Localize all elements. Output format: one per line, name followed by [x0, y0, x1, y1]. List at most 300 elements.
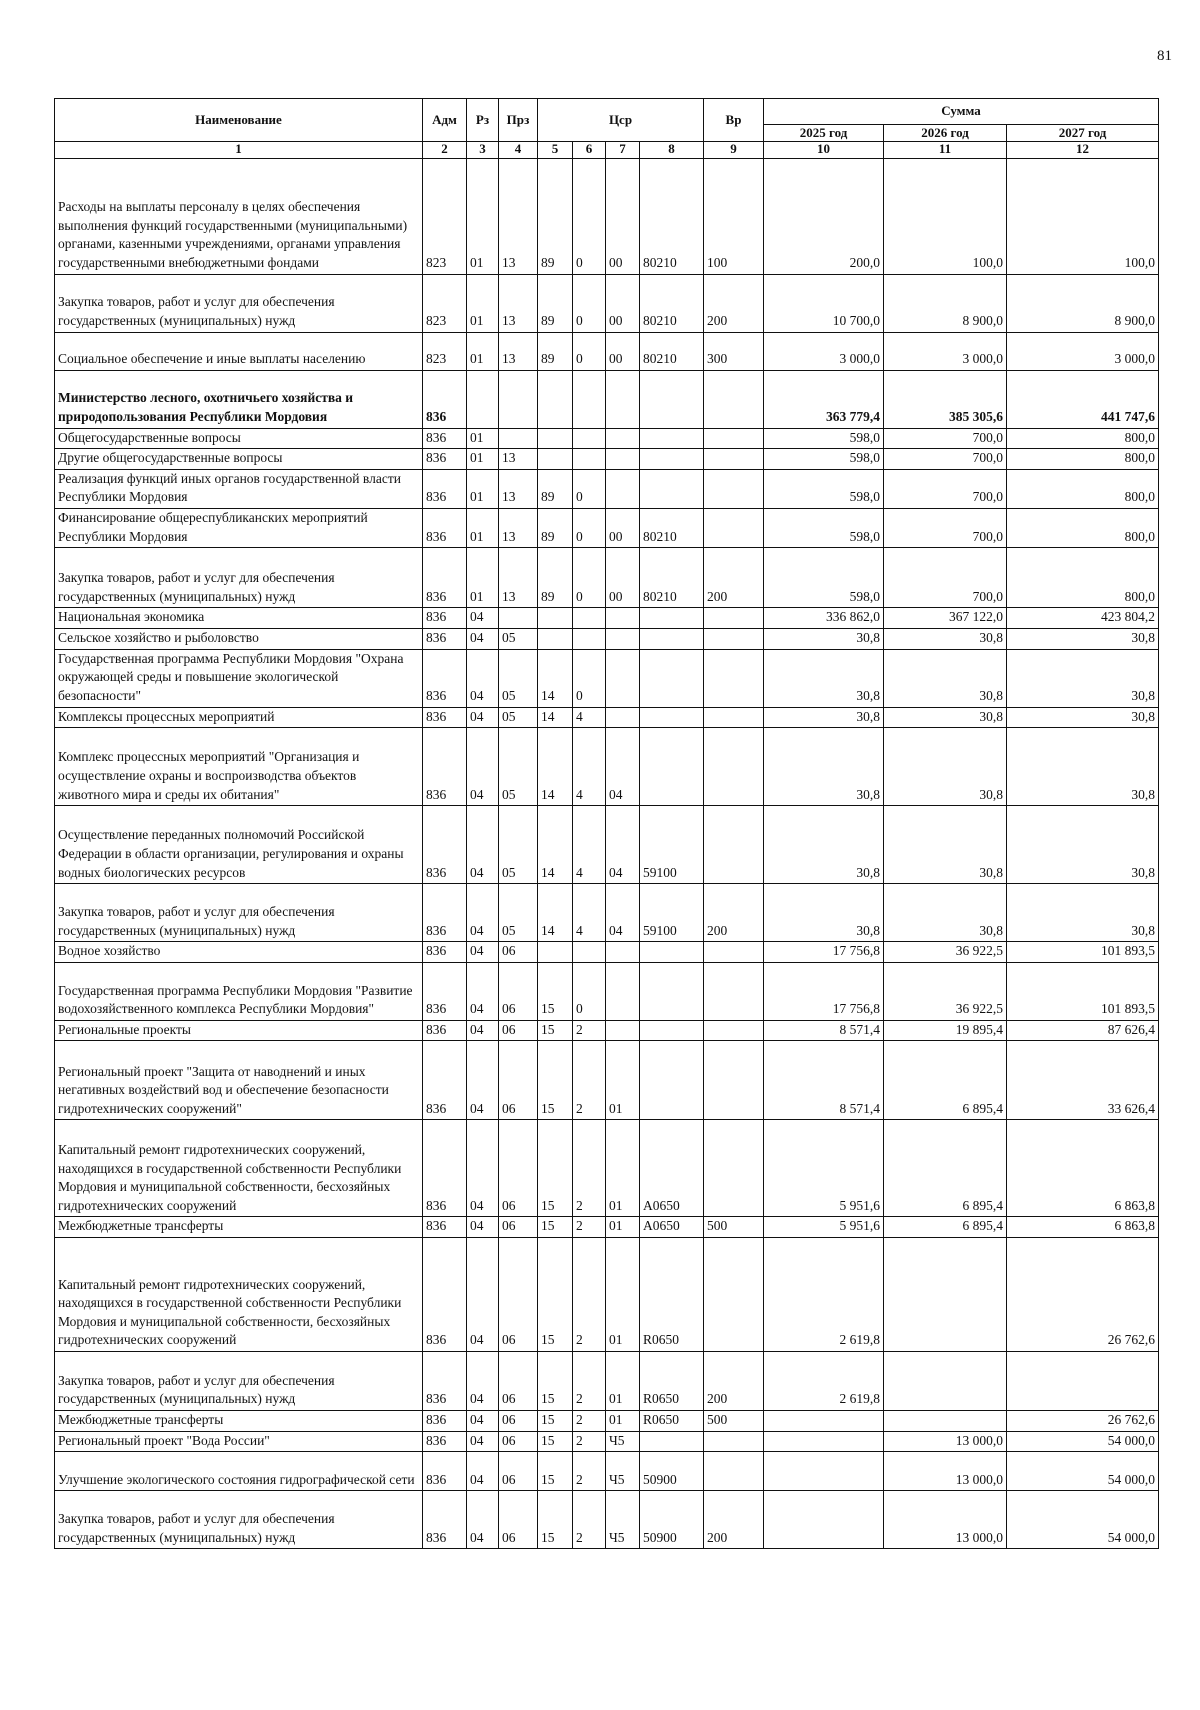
table-cell-csr-subprogram [606, 628, 640, 649]
table-cell-sum-2026: 30,8 [884, 806, 1007, 884]
column-number: 11 [884, 142, 1007, 158]
table-cell-sum-2027: 54 000,0 [1007, 1491, 1159, 1549]
table-cell-adm: 836 [423, 469, 467, 508]
table-cell-csr-direction [640, 449, 704, 470]
table-cell-rz: 04 [467, 707, 499, 728]
table-cell-prz: 06 [499, 1238, 538, 1352]
table-cell-adm: 836 [423, 449, 467, 470]
table-cell-adm: 823 [423, 274, 467, 332]
table-cell-csr-type: 2 [573, 1238, 606, 1352]
table-cell-name: Закупка товаров, работ и услуг для обеспечения государственных (муниципальных) нужд [55, 1491, 423, 1549]
table-cell-name: Министерство лесного, охотничьего хозяйства и природопользования Республики Мордовия [55, 370, 423, 428]
table-cell-csr-type: 2 [573, 1217, 606, 1238]
table-cell-sum-2027: 100,0 [1007, 158, 1159, 274]
table-cell-rz: 04 [467, 1120, 499, 1217]
table-cell-csr-subprogram [606, 608, 640, 629]
table-cell-vr: 500 [704, 1411, 764, 1432]
table-cell-sum-2027: 101 893,5 [1007, 962, 1159, 1020]
table-cell-sum-2025: 30,8 [764, 728, 884, 806]
column-number: 1 [55, 142, 423, 158]
table-cell-csr-direction [640, 428, 704, 449]
table-cell-name: Другие общегосударственные вопросы [55, 449, 423, 470]
table-row [55, 628, 1159, 649]
table-cell-csr-program [538, 608, 573, 629]
table-cell-name: Комплексы процессных мероприятий [55, 707, 423, 728]
column-number: 8 [640, 142, 704, 158]
table-cell-csr-type [573, 428, 606, 449]
table-cell-vr: 200 [704, 1491, 764, 1549]
table-cell-sum-2027: 800,0 [1007, 428, 1159, 449]
header-csr: Цср [538, 99, 704, 142]
table-cell-sum-2025: 598,0 [764, 428, 884, 449]
table-body [55, 158, 1159, 1549]
table-cell-sum-2025: 2 619,8 [764, 1352, 884, 1411]
table-cell-sum-2026: 13 000,0 [884, 1431, 1007, 1452]
table-cell-rz: 04 [467, 1491, 499, 1549]
table-cell-vr [704, 449, 764, 470]
table-cell-sum-2025: 17 756,8 [764, 962, 884, 1020]
table-cell-name: Финансирование общереспубликанских мероприятий Республики Мордовия [55, 509, 423, 548]
table-cell-csr-type: 4 [573, 806, 606, 884]
table-cell-vr [704, 728, 764, 806]
table-cell-csr-direction [640, 649, 704, 707]
table-cell-rz: 04 [467, 1352, 499, 1411]
header-name: Наименование [55, 99, 423, 142]
table-cell-prz: 06 [499, 1020, 538, 1041]
table-cell-csr-program: 89 [538, 332, 573, 370]
table-cell-prz: 06 [499, 942, 538, 963]
table-cell-prz: 06 [499, 1352, 538, 1411]
table-cell-sum-2026: 700,0 [884, 428, 1007, 449]
column-number: 10 [764, 142, 884, 158]
table-cell-rz: 01 [467, 274, 499, 332]
table-cell-sum-2026: 700,0 [884, 469, 1007, 508]
table-cell-csr-subprogram [606, 707, 640, 728]
table-cell-sum-2025: 30,8 [764, 628, 884, 649]
table-cell-rz: 04 [467, 608, 499, 629]
table-cell-adm: 836 [423, 1452, 467, 1491]
table-cell-csr-subprogram [606, 449, 640, 470]
table-cell-sum-2027: 441 747,6 [1007, 370, 1159, 428]
table-cell-sum-2027: 30,8 [1007, 649, 1159, 707]
table-row [55, 1120, 1159, 1217]
table-cell-prz: 05 [499, 628, 538, 649]
table-cell-rz: 04 [467, 1020, 499, 1041]
table-row [55, 428, 1159, 449]
table-cell-csr-type: 0 [573, 274, 606, 332]
table-cell-sum-2025: 30,8 [764, 707, 884, 728]
table-cell-csr-program: 15 [538, 962, 573, 1020]
table-cell-csr-subprogram [606, 469, 640, 508]
column-number: 7 [606, 142, 640, 158]
table-cell-csr-direction: 80210 [640, 158, 704, 274]
table-row [55, 608, 1159, 629]
table-cell-csr-type: 2 [573, 1352, 606, 1411]
header-rz: Рз [467, 99, 499, 142]
table-cell-prz: 05 [499, 649, 538, 707]
header-year-2025: 2025 год [764, 125, 884, 142]
table-cell-name: Улучшение экологического состояния гидрографической сети [55, 1452, 423, 1491]
table-cell-csr-subprogram: 04 [606, 806, 640, 884]
table-cell-csr-program: 89 [538, 158, 573, 274]
table-cell-vr: 200 [704, 1352, 764, 1411]
table-cell-sum-2026 [884, 1411, 1007, 1432]
column-number: 12 [1007, 142, 1159, 158]
table-row [55, 548, 1159, 608]
table-cell-adm: 836 [423, 942, 467, 963]
table-cell-name: Государственная программа Республики Мордовия "Развитие водохозяйственного комплекса Республики Мордовия" [55, 962, 423, 1020]
table-cell-name: Закупка товаров, работ и услуг для обеспечения государственных (муниципальных) нужд [55, 1352, 423, 1411]
table-cell-sum-2025: 598,0 [764, 548, 884, 608]
table-cell-vr: 500 [704, 1217, 764, 1238]
header-year-2027: 2027 год [1007, 125, 1159, 142]
table-cell-prz: 06 [499, 1217, 538, 1238]
table-cell-csr-direction: R0650 [640, 1352, 704, 1411]
table-cell-adm: 836 [423, 509, 467, 548]
table-row [55, 1452, 1159, 1491]
table-cell-prz: 13 [499, 274, 538, 332]
table-cell-prz: 05 [499, 806, 538, 884]
table-cell-sum-2027: 3 000,0 [1007, 332, 1159, 370]
table-cell-csr-direction: A0650 [640, 1120, 704, 1217]
table-cell-vr: 100 [704, 158, 764, 274]
table-cell-csr-program [538, 449, 573, 470]
table-cell-csr-type: 2 [573, 1411, 606, 1432]
table-cell-vr [704, 649, 764, 707]
table-cell-sum-2026: 3 000,0 [884, 332, 1007, 370]
table-cell-csr-subprogram: 01 [606, 1120, 640, 1217]
table-cell-csr-program: 15 [538, 1491, 573, 1549]
table-cell-sum-2025: 598,0 [764, 509, 884, 548]
table-cell-sum-2025: 5 951,6 [764, 1217, 884, 1238]
page-number: 81 [1157, 48, 1172, 64]
table-cell-sum-2027: 87 626,4 [1007, 1020, 1159, 1041]
table-cell-csr-subprogram: Ч5 [606, 1431, 640, 1452]
table-row [55, 274, 1159, 332]
table-cell-prz: 13 [499, 469, 538, 508]
table-cell-rz: 01 [467, 428, 499, 449]
table-row [55, 1041, 1159, 1120]
table-cell-csr-direction [640, 1041, 704, 1120]
table-cell-sum-2026: 385 305,6 [884, 370, 1007, 428]
table-cell-sum-2027: 8 900,0 [1007, 274, 1159, 332]
table-cell-vr [704, 628, 764, 649]
table-cell-rz: 04 [467, 1452, 499, 1491]
table-cell-sum-2025: 30,8 [764, 806, 884, 884]
table-cell-csr-subprogram: Ч5 [606, 1491, 640, 1549]
table-row [55, 1217, 1159, 1238]
table-cell-vr [704, 608, 764, 629]
table-cell-csr-program [538, 942, 573, 963]
table-cell-vr [704, 1120, 764, 1217]
column-number: 3 [467, 142, 499, 158]
table-cell-csr-subprogram: 04 [606, 728, 640, 806]
table-cell-prz: 06 [499, 962, 538, 1020]
table-cell-vr [704, 469, 764, 508]
table-cell-sum-2025: 598,0 [764, 449, 884, 470]
table-cell-vr [704, 962, 764, 1020]
table-row [55, 332, 1159, 370]
table-cell-sum-2027: 33 626,4 [1007, 1041, 1159, 1120]
table-cell-vr [704, 370, 764, 428]
table-cell-sum-2025: 17 756,8 [764, 942, 884, 963]
table-cell-csr-direction: 59100 [640, 806, 704, 884]
table-cell-sum-2027 [1007, 1352, 1159, 1411]
table-cell-sum-2026: 30,8 [884, 649, 1007, 707]
table-cell-name: Региональный проект "Защита от наводнений и иных негативных воздействий вод и обеспечение безопасности гидротехнических сооружений" [55, 1041, 423, 1120]
table-cell-name: Осуществление переданных полномочий Российской Федерации в области организации, регулирования и охраны водных биологических ресурсов [55, 806, 423, 884]
table-cell-adm: 836 [423, 608, 467, 629]
table-row [55, 649, 1159, 707]
table-cell-adm: 836 [423, 1238, 467, 1352]
table-cell-csr-direction: 50900 [640, 1452, 704, 1491]
table-cell-csr-subprogram: 01 [606, 1352, 640, 1411]
column-number: 2 [423, 142, 467, 158]
table-cell-name: Социальное обеспечение и иные выплаты населению [55, 332, 423, 370]
table-cell-csr-subprogram: 00 [606, 548, 640, 608]
table-cell-csr-program: 15 [538, 1120, 573, 1217]
table-cell-name: Региональный проект "Вода России" [55, 1431, 423, 1452]
table-cell-sum-2026 [884, 1352, 1007, 1411]
table-row [55, 942, 1159, 963]
table-row [55, 707, 1159, 728]
table-cell-sum-2026: 6 895,4 [884, 1041, 1007, 1120]
table-cell-sum-2025: 8 571,4 [764, 1020, 884, 1041]
table-cell-adm: 836 [423, 1411, 467, 1432]
table-row [55, 1238, 1159, 1352]
table-row [55, 158, 1159, 274]
table-cell-csr-type [573, 608, 606, 629]
table-cell-rz: 04 [467, 962, 499, 1020]
table-cell-vr [704, 1452, 764, 1491]
table-cell-sum-2027: 6 863,8 [1007, 1120, 1159, 1217]
table-cell-rz: 04 [467, 806, 499, 884]
table-cell-adm: 823 [423, 158, 467, 274]
table-cell-sum-2027: 800,0 [1007, 509, 1159, 548]
table-cell-vr: 200 [704, 884, 764, 942]
table-cell-name: Межбюджетные трансферты [55, 1217, 423, 1238]
table-cell-prz: 13 [499, 509, 538, 548]
table-cell-prz: 06 [499, 1041, 538, 1120]
table-cell-csr-type: 0 [573, 509, 606, 548]
table-cell-sum-2026: 700,0 [884, 449, 1007, 470]
table-cell-csr-program: 14 [538, 649, 573, 707]
table-cell-name: Комплекс процессных мероприятий "Организация и осуществление охраны и воспроизводства объектов животного мира и среды их обитания" [55, 728, 423, 806]
table-cell-csr-subprogram: Ч5 [606, 1452, 640, 1491]
table-cell-csr-direction [640, 608, 704, 629]
header-year-2026: 2026 год [884, 125, 1007, 142]
table-row [55, 884, 1159, 942]
table-cell-csr-direction [640, 962, 704, 1020]
table-cell-sum-2027: 54 000,0 [1007, 1431, 1159, 1452]
table-cell-csr-program: 89 [538, 509, 573, 548]
table-cell-csr-program: 15 [538, 1020, 573, 1041]
table-cell-csr-program: 14 [538, 707, 573, 728]
table-cell-csr-direction: R0650 [640, 1238, 704, 1352]
table-cell-prz: 13 [499, 158, 538, 274]
table-cell-sum-2025: 3 000,0 [764, 332, 884, 370]
header-row-1 [55, 99, 1159, 125]
table-cell-adm: 836 [423, 806, 467, 884]
table-cell-adm: 836 [423, 428, 467, 449]
table-cell-csr-subprogram: 01 [606, 1238, 640, 1352]
table-cell-sum-2026: 36 922,5 [884, 962, 1007, 1020]
header-vr: Вр [704, 99, 764, 142]
table-cell-sum-2025: 10 700,0 [764, 274, 884, 332]
table-cell-adm: 836 [423, 1217, 467, 1238]
table-cell-vr [704, 806, 764, 884]
table-cell-name: Закупка товаров, работ и услуг для обеспечения государственных (муниципальных) нужд [55, 548, 423, 608]
table-cell-sum-2025: 5 951,6 [764, 1120, 884, 1217]
table-row [55, 449, 1159, 470]
table-cell-csr-subprogram [606, 428, 640, 449]
table-cell-sum-2026: 6 895,4 [884, 1217, 1007, 1238]
table-cell-rz: 04 [467, 1238, 499, 1352]
table-cell-csr-type [573, 628, 606, 649]
table-cell-sum-2026: 30,8 [884, 884, 1007, 942]
table-cell-sum-2027: 800,0 [1007, 548, 1159, 608]
table-cell-vr [704, 1238, 764, 1352]
table-cell-sum-2027: 423 804,2 [1007, 608, 1159, 629]
table-cell-csr-subprogram [606, 942, 640, 963]
table-row [55, 1491, 1159, 1549]
table-cell-rz: 04 [467, 1411, 499, 1432]
table-cell-csr-subprogram [606, 649, 640, 707]
table-cell-prz: 06 [499, 1411, 538, 1432]
table-cell-name: Водное хозяйство [55, 942, 423, 963]
column-number: 4 [499, 142, 538, 158]
table-cell-csr-subprogram: 01 [606, 1041, 640, 1120]
table-cell-csr-type: 2 [573, 1491, 606, 1549]
table-cell-sum-2027: 800,0 [1007, 449, 1159, 470]
table-cell-rz: 04 [467, 1041, 499, 1120]
table-cell-rz: 01 [467, 332, 499, 370]
table-cell-csr-direction [640, 1431, 704, 1452]
table-cell-name: Капитальный ремонт гидротехнических сооружений, находящихся в государственной собственности Республики Мордовия и муниципальной собственности, бесхозяйных гидротехнических сооружений [55, 1120, 423, 1217]
table-cell-sum-2026: 367 122,0 [884, 608, 1007, 629]
table-cell-csr-direction: A0650 [640, 1217, 704, 1238]
table-cell-vr [704, 428, 764, 449]
table-cell-csr-subprogram: 00 [606, 274, 640, 332]
table-cell-csr-direction [640, 942, 704, 963]
table-row [55, 1020, 1159, 1041]
table-cell-csr-subprogram: 00 [606, 332, 640, 370]
table-cell-prz: 05 [499, 884, 538, 942]
table-cell-csr-type: 4 [573, 728, 606, 806]
budget-table [54, 98, 1159, 1549]
table-cell-rz: 04 [467, 728, 499, 806]
table-cell-sum-2027: 30,8 [1007, 806, 1159, 884]
table-cell-rz: 04 [467, 649, 499, 707]
table-cell-csr-program: 89 [538, 469, 573, 508]
table-cell-sum-2026: 8 900,0 [884, 274, 1007, 332]
table-cell-csr-subprogram: 01 [606, 1217, 640, 1238]
table-cell-adm: 836 [423, 707, 467, 728]
table-row [55, 469, 1159, 508]
table-cell-sum-2027: 6 863,8 [1007, 1217, 1159, 1238]
table-cell-vr [704, 942, 764, 963]
table-cell-prz: 06 [499, 1431, 538, 1452]
column-number: 6 [573, 142, 606, 158]
table-cell-adm: 836 [423, 1431, 467, 1452]
table-cell-name: Закупка товаров, работ и услуг для обеспечения государственных (муниципальных) нужд [55, 884, 423, 942]
column-number-row [55, 142, 1159, 158]
table-cell-adm: 823 [423, 332, 467, 370]
table-cell-csr-program [538, 628, 573, 649]
table-cell-csr-program: 14 [538, 884, 573, 942]
table-cell-sum-2026: 13 000,0 [884, 1491, 1007, 1549]
table-cell-sum-2027: 30,8 [1007, 707, 1159, 728]
table-cell-csr-program: 15 [538, 1411, 573, 1432]
table-cell-csr-type: 0 [573, 962, 606, 1020]
table-cell-vr [704, 707, 764, 728]
table-cell-prz: 06 [499, 1491, 538, 1549]
table-cell-sum-2027: 54 000,0 [1007, 1452, 1159, 1491]
table-cell-csr-subprogram: 04 [606, 884, 640, 942]
table-cell-sum-2025: 598,0 [764, 469, 884, 508]
table-cell-rz: 01 [467, 469, 499, 508]
table-cell-csr-direction: 50900 [640, 1491, 704, 1549]
table-cell-csr-direction: 80210 [640, 274, 704, 332]
table-row [55, 1352, 1159, 1411]
table-row [55, 806, 1159, 884]
table-cell-vr [704, 1020, 764, 1041]
table-cell-csr-direction: 80210 [640, 548, 704, 608]
header-adm: Адм [423, 99, 467, 142]
table-cell-vr: 200 [704, 274, 764, 332]
table-row [55, 728, 1159, 806]
column-number: 5 [538, 142, 573, 158]
table-cell-csr-program [538, 370, 573, 428]
table-cell-csr-type: 0 [573, 469, 606, 508]
table-cell-csr-subprogram [606, 1020, 640, 1041]
table-cell-sum-2027: 30,8 [1007, 628, 1159, 649]
table-cell-sum-2026: 30,8 [884, 707, 1007, 728]
table-cell-prz [499, 370, 538, 428]
table-cell-csr-type: 4 [573, 884, 606, 942]
table-cell-prz [499, 428, 538, 449]
table-cell-rz: 04 [467, 628, 499, 649]
table-cell-csr-type: 2 [573, 1041, 606, 1120]
table-cell-sum-2026 [884, 1238, 1007, 1352]
table-cell-csr-program: 15 [538, 1041, 573, 1120]
table-cell-sum-2026: 100,0 [884, 158, 1007, 274]
table-cell-adm: 836 [423, 628, 467, 649]
table-cell-rz: 04 [467, 884, 499, 942]
table-cell-adm: 836 [423, 1120, 467, 1217]
table-cell-sum-2026: 13 000,0 [884, 1452, 1007, 1491]
table-cell-name: Закупка товаров, работ и услуг для обеспечения государственных (муниципальных) нужд [55, 274, 423, 332]
table-cell-sum-2027: 30,8 [1007, 728, 1159, 806]
table-cell-adm: 836 [423, 1491, 467, 1549]
table-cell-csr-type: 2 [573, 1452, 606, 1491]
table-cell-csr-type [573, 449, 606, 470]
table-cell-csr-direction [640, 370, 704, 428]
table-cell-prz: 13 [499, 449, 538, 470]
table-cell-vr: 200 [704, 548, 764, 608]
table-cell-rz: 04 [467, 1431, 499, 1452]
table-cell-csr-type [573, 942, 606, 963]
table-cell-csr-type: 2 [573, 1020, 606, 1041]
table-cell-sum-2025: 30,8 [764, 884, 884, 942]
table-cell-csr-direction: 80210 [640, 332, 704, 370]
table-cell-rz: 01 [467, 548, 499, 608]
table-cell-csr-program: 14 [538, 806, 573, 884]
table-cell-name: Государственная программа Республики Мордовия "Охрана окружающей среды и повышение экологической безопасности" [55, 649, 423, 707]
table-cell-name: Сельское хозяйство и рыболовство [55, 628, 423, 649]
table-cell-sum-2025 [764, 1452, 884, 1491]
table-cell-csr-subprogram [606, 370, 640, 428]
